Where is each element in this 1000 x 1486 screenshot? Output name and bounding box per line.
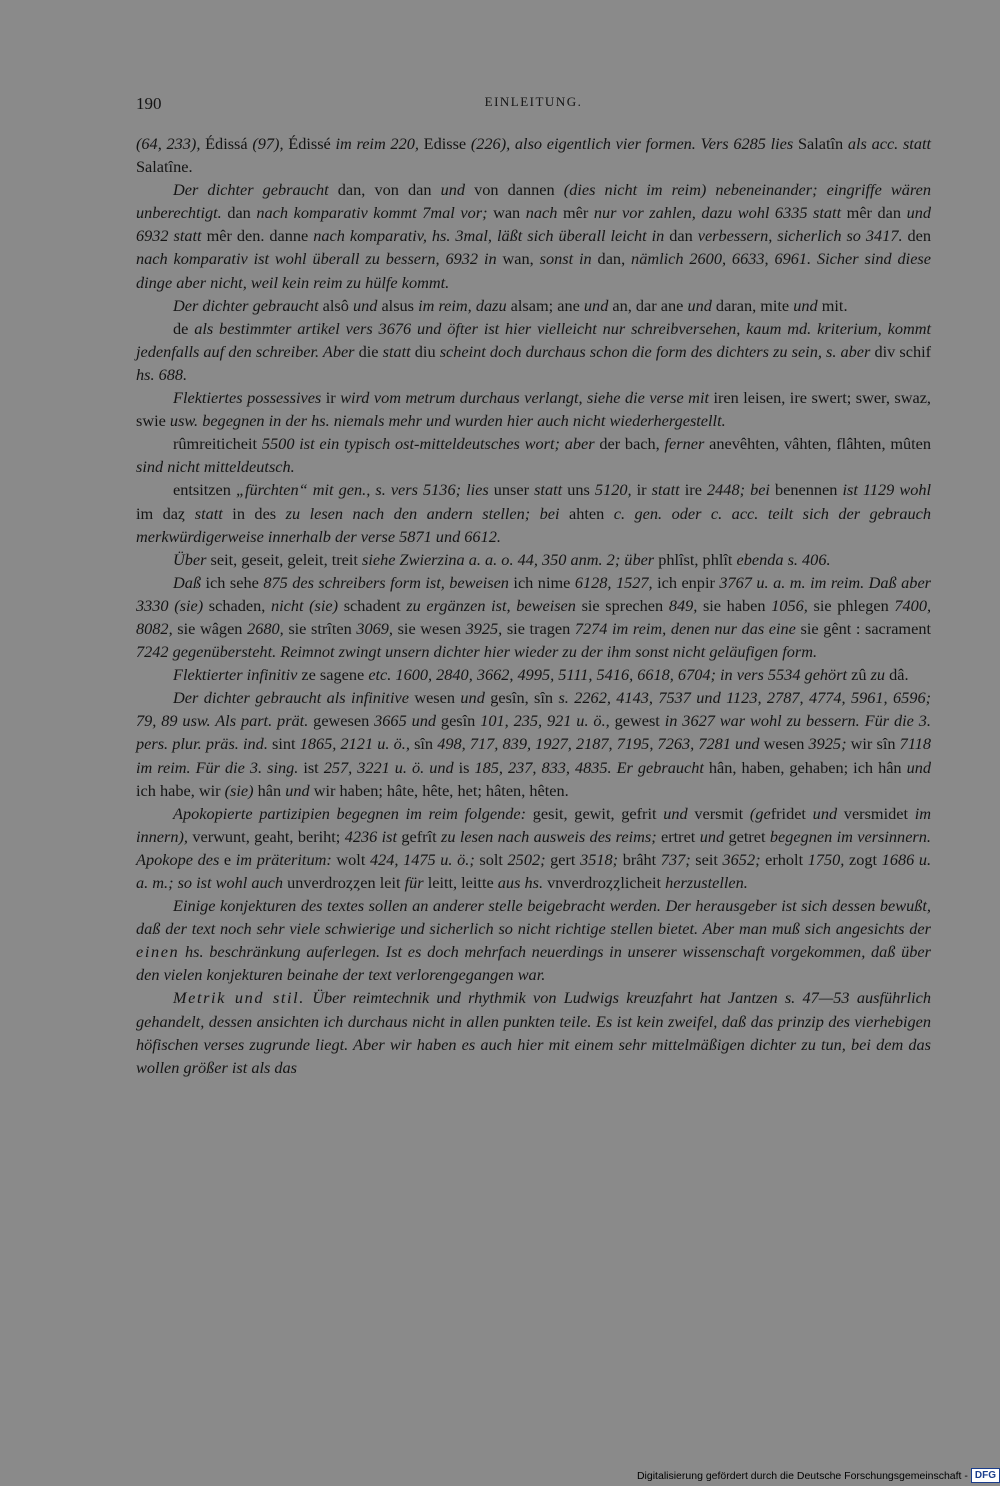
dfg-footer [637, 1467, 1000, 1484]
paragraph: Der dichter gebraucht alsô und alsus im reim, dazu alsam; ane und an, dar ane und daran, mite und mit. [173, 295, 848, 315]
running-head: EINLEITUNG. [484, 94, 583, 109]
paragraph: Einige konjekturen des textes sollen an anderer stelle beigebracht werden. Der herausgeber ist sich dessen bewußt, daß der text noch sehr viele schwierige und sicherlich so nicht richtige stellen bietet. Aber man muß sich angesichts der einen hs. beschränkung auferlegen. Ist es doch mehrfach neuerdings in unserer wissenschaft vorgekommen, daß über den vielen konjekturen beinahe der text verlorengegangen war. [136, 896, 931, 985]
body-text [136, 132, 931, 1079]
dfg-logo: DFG [971, 1468, 1000, 1483]
paragraph: entsitzen „fürchten“ mit gen., s. vers 5136; lies unser statt uns 5120, ir statt ire 2448; bei benennen ist 1129 wohl im daȥ statt in des zu lesen nach den andern stellen; bei ahten c. gen. oder c. acc. teilt sich der gebrauch merkwürdigerweise innerhalb der verse 5871 und 6612. [136, 480, 932, 546]
paragraph: Apokopierte partizipien begegnen im reim folgende: gesit, gewit, gefrit und versmit (gefridet und versmidet im innern), verwunt, geaht, beriht; 4236 ist gefrît zu lesen nach ausweis des reims; ertret und getret begegnen im versinnern. Apokope des e im präteritum: wolt 424, 1475 u. ö.; solt 2502; gert 3518; brâht 737; seit 3652; erholt 1750, zogt 1686 u. a. m.; so ist wohl auch unverdroȥȥen leit für leitt, leitte aus hs. vnverdroȥȥlicheit herzustellen. [136, 803, 932, 892]
paragraph: (64, 233), Édissá (97), Édissé im reim 220, Edisse (226), also eigentlich vier formen. Vers 6285 lies Salatîn als acc. statt Salatîne. [136, 134, 932, 177]
footer-text: Digitalisierung gefördert durch die Deutsche Forschungsgemeinschaft - [636, 1469, 968, 1482]
paragraph: Der dichter gebraucht dan, von dan und von dannen (dies nicht im reim) nebeneinander; eingriffe wären unberechtigt. dan nach komparativ kommt 7mal vor; wan nach mêr nur vor zahlen, dazu wohl 6335 statt mêr dan und 6932 statt mêr den. danne nach komparativ, hs. 3mal, läßt sich überall leicht in dan verbessern, sicherlich so 3417. den nach komparativ ist wohl überall zu bessern, 6932 in wan, sonst in dan, nämlich 2600, 6633, 6961. Sicher sind diese dinge aber nicht, weil kein reim zu hülfe kommt. [136, 180, 932, 292]
paragraph: rûmreiticheit 5500 ist ein typisch ost-mitteldeutsches wort; aber der bach, ferner anevêhten, vâhten, flâhten, mûten sind nicht mitteldeutsch. [136, 434, 932, 477]
paragraph: Flektiertes possessives ir wird vom metrum durchaus verlangt, siehe die verse mit iren leisen, ire swert; swer, swaz, swie usw. begegnen in der hs. niemals mehr und wurden hier auch nicht wiederhergestellt. [136, 388, 931, 431]
paragraph: Flektierter infinitiv ze sagene etc. 1600, 2840, 3662, 4995, 5111, 5416, 6618, 6704; in vers 5534 gehört zû zu dâ. [173, 665, 909, 685]
paragraph: Daß ich sehe 875 des schreibers form ist, beweisen ich nime 6128, 1527, ich enpir 3767 u. a. m. im reim. Daß aber 3330 (sie) schaden, nicht (sie) schadent zu ergänzen ist, beweisen sie sprechen 849, sie haben 1056, sie phlegen 7400, 8082, sie wâgen 2680, sie strîten 3069, sie wesen 3925, sie tragen 7274 im reim, denen nur das eine sie gênt : sacrament 7242 gegenübersteht. Reimnot zwingt unsern dichter hier wieder zu der ihm sonst nicht geläufigen form. [136, 572, 932, 662]
paragraph: Metrik und stil. Über reimtechnik und rhythmik von Ludwigs kreuzfahrt hat Jantzen s. 47—53 ausführlich gehandelt, dessen ansichten ich durchaus nicht in allen punkten teile. Es ist kein zweifel, daß das prinzip des vierhebigen höfischen verses zugrunde liegt. Aber wir haben es auch hier mit einem sehr mittelmäßigen dichter zu tun, bei dem das wollen größer ist als das [136, 988, 931, 1077]
page-header [136, 94, 931, 116]
paragraph: de als bestimmter artikel vers 3676 und öfter ist hier vielleicht nur schreibversehen, kaum md. kriterium, kommt jedenfalls auf den schreiber. Aber die statt diu scheint doch durchaus schon die form des dichters zu sein, s. aber div schif hs. 688. [136, 318, 932, 384]
paragraph: Der dichter gebraucht als infinitive wesen und gesîn, sîn s. 2262, 4143, 7537 und 1123, 2787, 4774, 5961, 6596; 79, 89 usw. Als part. prät. gewesen 3665 und gesîn 101, 235, 921 u. ö., gewest in 3627 war wohl zu bessern. Für die 3. pers. plur. präs. ind. sint 1865, 2121 u. ö., sîn 498, 717, 839, 1927, 2187, 7195, 7263, 7281 und wesen 3925; wir sîn 7118 im reim. Für die 3. sing. ist 257, 3221 u. ö. und is 185, 237, 833, 4835. Er gebraucht hân, haben, gehaben; ich hân und ich habe, wir (sie) hân und wir haben; hâte, hête, het; hâten, hêten. [136, 688, 932, 800]
page-number: 190 [136, 94, 162, 113]
paragraph: Über seit, geseit, geleit, treit siehe Zwierzina a. a. o. 44, 350 anm. 2; über phlîst, phlît ebenda s. 406. [173, 549, 831, 569]
